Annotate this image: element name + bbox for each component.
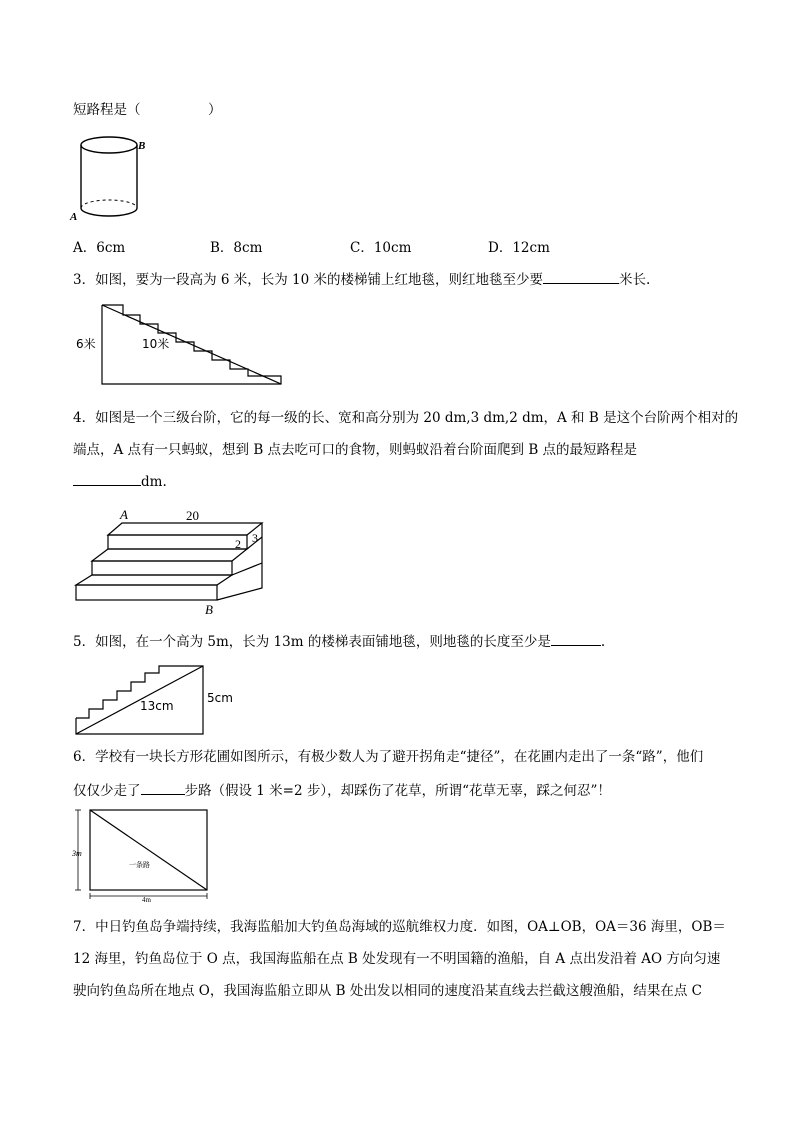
q2-option-c: C．10cm	[350, 240, 412, 256]
q6-path-label: 一条路	[129, 861, 150, 869]
q3-text-before: 3．如图，要为一段高为 6 米，长为 10 米的楼梯铺上红地毯，则红地毯至少要	[73, 272, 544, 288]
q3-answer-blank[interactable]	[543, 283, 619, 284]
q7-line2: 12 海里，钓鱼岛位于 O 点，我国海监船在点 B 处发现有一不明国籍的渔船，自 A 点出发沿着 AO 方向匀速	[73, 951, 721, 967]
q5-diag-label: 13cm	[140, 699, 174, 713]
q2-option-d: D．12cm	[488, 240, 550, 256]
q4-label-b: B	[205, 602, 213, 617]
q3-height-label: 6米	[76, 337, 96, 351]
staircase-figure-q5	[72, 664, 242, 736]
q7-line3: 驶向钓鱼岛所在地点 O，我国海监船立即从 B 处出发以相同的速度沿某直线去拦截这艘渔船，结果在点 C	[73, 983, 702, 999]
q6-height-label: 3m	[72, 849, 82, 858]
q6-line2-before: 仅仅少走了	[73, 783, 141, 799]
q4-answer-blank[interactable]	[73, 485, 141, 486]
q2-stem-tail: 短路程是（ ）	[73, 102, 222, 118]
cylinder-figure	[66, 130, 156, 225]
q4-line1: 4．如图是一个三级台阶，它的每一级的长、宽和高分别为 20 dm,3 dm,2 dm，A 和 B 是这个台阶两个相对的	[73, 410, 739, 426]
q6-answer-blank[interactable]	[141, 794, 185, 795]
q5-answer-blank[interactable]	[551, 645, 601, 646]
q4-line2: 端点，A 点有一只蚂蚁，想到 B 点去吃可口的食物，则蚂蚁沿着台阶面爬到 B 点的最短路程是	[73, 442, 638, 458]
q5-height-label: 5cm	[207, 691, 233, 705]
three-step-figure	[72, 505, 272, 617]
q6-line2-after: 步路（假设 1 米=2 步），却踩伤了花草，所谓“花草无辜，踩之何忍”！	[184, 783, 611, 799]
q4-label-a: A	[120, 507, 128, 522]
q4-line3	[73, 476, 167, 490]
q3-length-label: 10米	[142, 337, 170, 351]
q4-label-20: 20	[186, 508, 199, 523]
cylinder-label-a: A	[70, 211, 78, 223]
q5-text-before: 5．如图，在一个高为 5m，长为 13m 的楼梯表面铺地毯，则地毯的长度至少是	[73, 634, 551, 650]
flowerbed-figure	[72, 806, 212, 902]
q6-line2	[73, 785, 611, 799]
q4-label-3: 3	[252, 531, 258, 545]
q4-label-2: 2	[235, 537, 241, 551]
staircase-figure	[72, 300, 287, 390]
cylinder-label-b: B	[138, 140, 146, 152]
q7-line1: 7．中日钓鱼岛争端持续，我海监船加大钓鱼岛海域的巡航维权力度．如图，OA⊥OB，OA＝36 海里，OB＝	[73, 919, 726, 935]
q3-text	[73, 274, 650, 288]
q3-text-after: 米长.	[619, 272, 651, 288]
q6-width-label: 4m	[142, 896, 151, 902]
q4-line3-after: dm.	[141, 474, 167, 490]
q6-line1: 6．学校有一块长方形花圃如图所示，有极少数人为了避开拐角走“捷径”，在花圃内走出了一条“路”，他们	[73, 749, 704, 765]
q5-text	[73, 636, 605, 650]
q2-option-b: B．8cm	[210, 240, 263, 256]
q2-option-a: A．6cm	[73, 240, 126, 256]
q5-text-after: .	[600, 634, 606, 650]
